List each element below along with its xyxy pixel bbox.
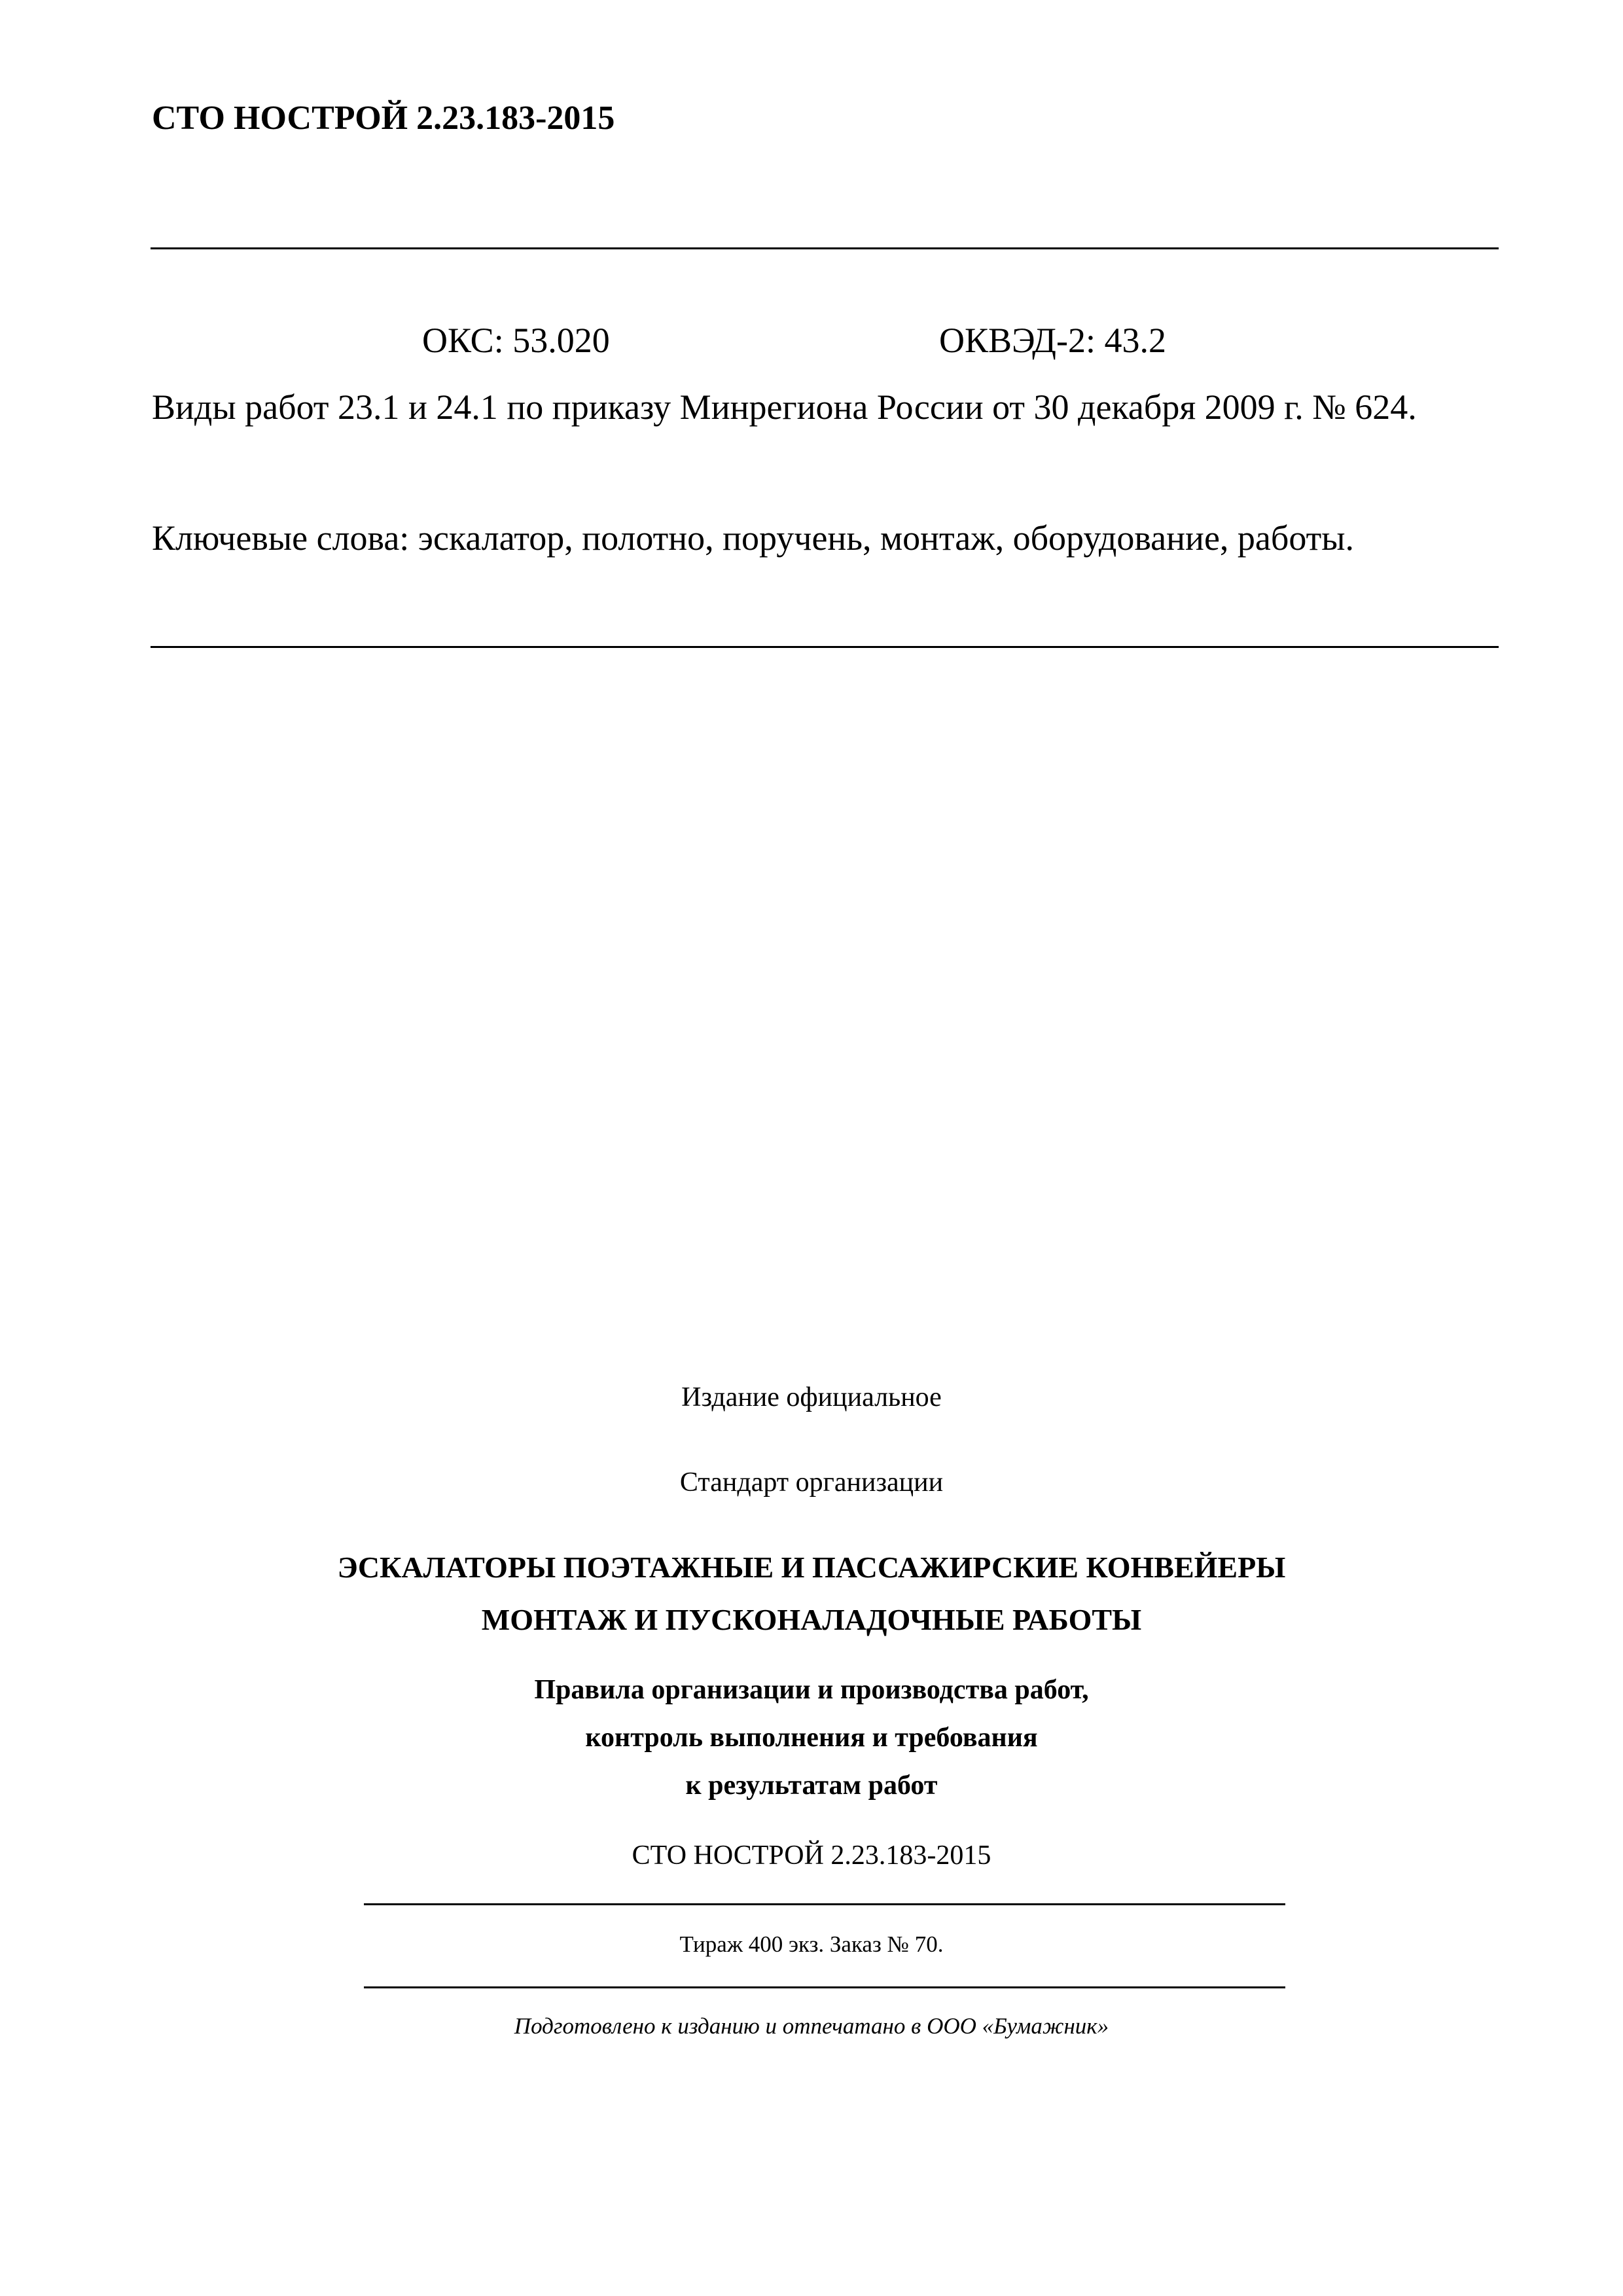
keywords-text: Ключевые слова: эскалатор, полотно, поручень, монтаж, оборудование, работы.	[152, 518, 1355, 558]
top-divider	[151, 247, 1499, 249]
standard-type-label: Стандарт организации	[679, 1467, 944, 1498]
document-subtitle-line-1: Правила организации и производства работ,	[534, 1675, 1089, 1705]
edition-label: Издание официальное	[681, 1382, 942, 1412]
document-title-line-2: МОНТАЖ И ПУСКОНАЛАДОЧНЫЕ РАБОТЫ	[481, 1603, 1142, 1636]
okved-code: ОКВЭД-2: 43.2	[939, 321, 1166, 360]
document-subtitle-line-2: контроль выполнения и требования	[585, 1723, 1038, 1753]
printed-by-text: Подготовлено к изданию и отпечатано в ООО «Бумажник»	[514, 2013, 1109, 2039]
imprint-divider-upper	[364, 1903, 1285, 1905]
oks-code: ОКС: 53.020	[422, 321, 610, 360]
document-subtitle-line-3: к результатам работ	[685, 1770, 938, 1801]
document-code-imprint: СТО НОСТРОЙ 2.23.183-2015	[632, 1840, 991, 1871]
classification-divider	[151, 646, 1499, 648]
work-types-text: Виды работ 23.1 и 24.1 по приказу Минрегиона России от 30 декабря 2009 г. № 624.	[152, 387, 1417, 427]
print-run-text: Тираж 400 экз. Заказ № 70.	[679, 1931, 944, 1957]
document-code-header: СТО НОСТРОЙ 2.23.183-2015	[152, 99, 615, 137]
imprint-divider-lower	[364, 1986, 1285, 1988]
document-title-line-1: ЭСКАЛАТОРЫ ПОЭТАЖНЫЕ И ПАССАЖИРСКИЕ КОНВЕЙЕРЫ	[337, 1551, 1286, 1584]
